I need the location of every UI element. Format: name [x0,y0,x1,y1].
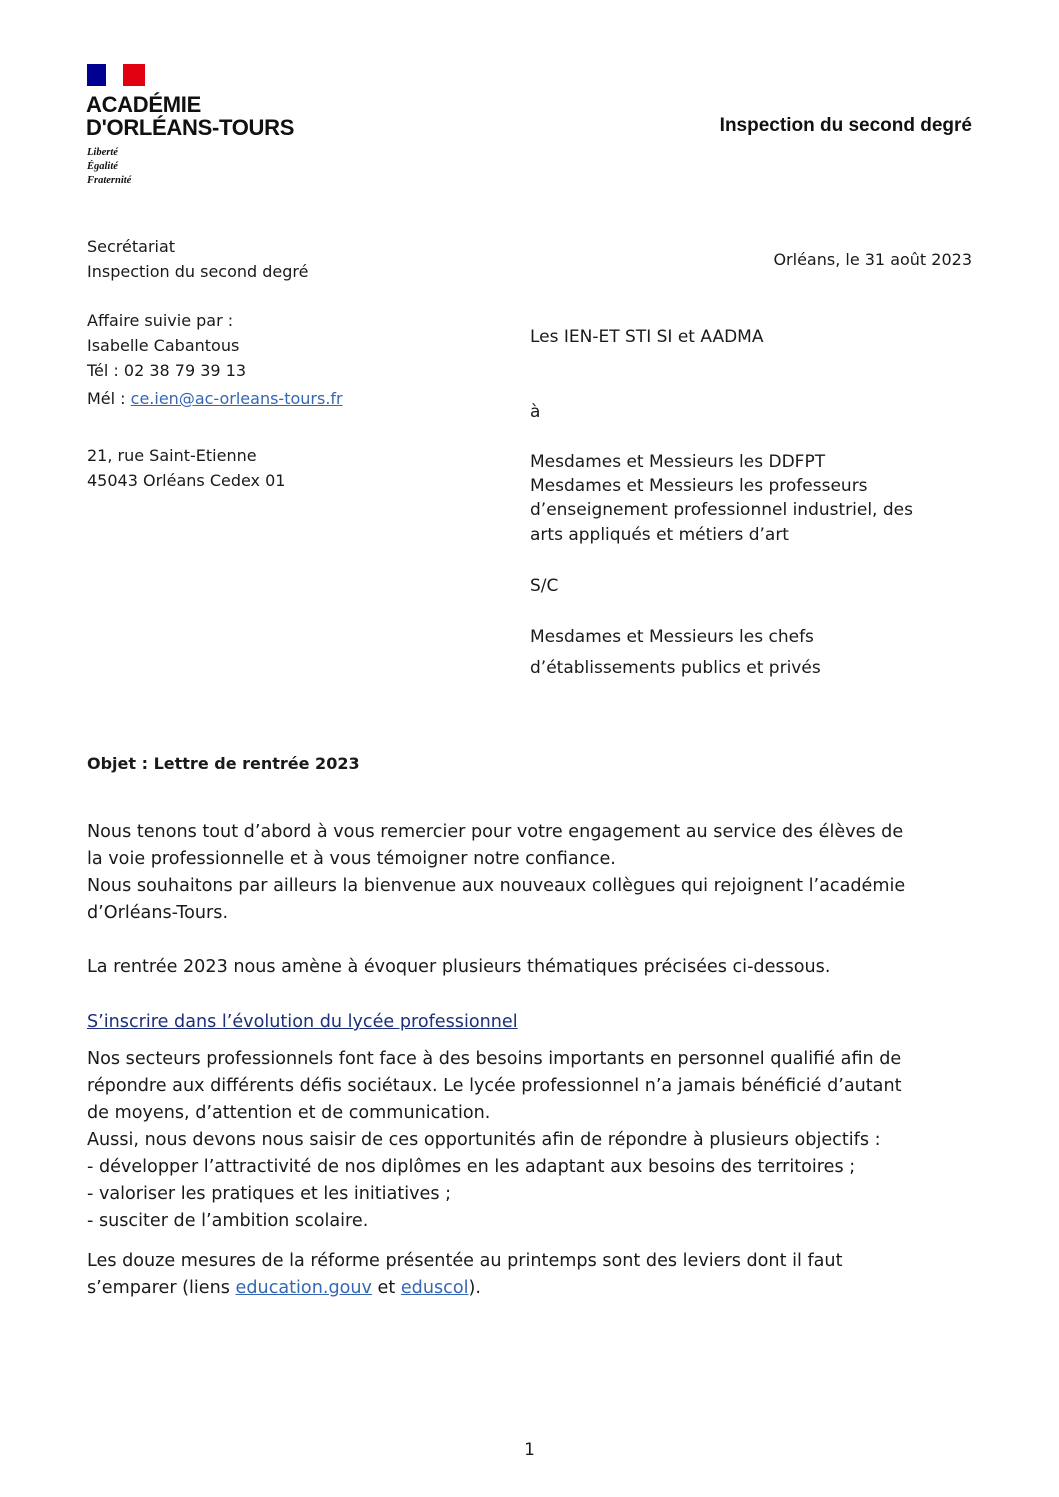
closing-line1: Les douze mesures de la réforme présentée au printemps sont des leviers dont il faut [87,1251,843,1271]
recipient-line: arts appliqués et métiers d’art [530,525,789,545]
section-line: Nos secteurs professionnels font face à des besoins importants en personnel qualifié afin de [87,1049,902,1069]
closing-text-pre: s’emparer (liens [87,1278,236,1298]
flag-white-band [106,64,123,86]
academy-name [86,93,294,139]
marianne-flag-logo [87,64,145,86]
section-line: Aussi, nous devons nous saisir de ces opportunités afin de répondre à plusieurs objectifs : [87,1130,881,1150]
letter-date: Orléans, le 31 août 2023 [773,250,972,269]
closing-line2 [87,1275,481,1302]
intro-line: Nous souhaitons par ailleurs la bienvenue aux nouveaux collègues qui rejoignent l’académie [87,876,906,896]
academy-name-line2: D'ORLÉANS-TOURS [86,115,295,140]
recipient-to-word: à [530,402,541,422]
section-line: de moyens, d’attention et de communication. [87,1103,491,1123]
mail-link[interactable]: ce.ien@ac-orleans-tours.fr [130,389,343,408]
motto-egalite: Égalité [87,161,118,172]
intro-line: d’Orléans-Tours. [87,903,229,923]
page-number: 1 [524,1440,535,1460]
intro-line: Nous tenons tout d’abord à vous remercier pour votre engagement au service des élèves de [87,822,904,842]
contact-phone: Tél : 02 38 79 39 13 [87,361,247,380]
sc-line2: d’établissements publics et privés [530,658,821,678]
letter-object: Objet : Lettre de rentrée 2023 [87,754,360,773]
motto-liberte: Liberté [87,147,118,158]
education-gouv-link[interactable]: education.gouv [235,1278,372,1298]
recipient-from: Les IEN-ET STI SI et AADMA [530,327,764,347]
section-title: S’inscrire dans l’évolution du lycée professionnel [87,1012,518,1032]
motto-fraternite: Fraternité [87,175,132,186]
address-line1: 21, rue Saint-Etienne [87,446,257,465]
sc-label: S/C [530,576,559,596]
republic-motto [87,146,131,188]
eduscol-link[interactable]: eduscol [400,1278,469,1298]
closing-text-mid: et [371,1278,401,1298]
section-line: répondre aux différents défis sociétaux. Le lycée professionnel n’a jamais bénéficié d’autant [87,1076,902,1096]
followed-by-label: Affaire suivie par : [87,311,234,330]
contact-name: Isabelle Cabantous [87,336,240,355]
closing-text-end: ). [468,1278,481,1298]
recipient-line: Mesdames et Messieurs les professeurs [530,476,868,496]
objective-item: - valoriser les pratiques et les initiatives ; [87,1184,452,1204]
recipient-line: Mesdames et Messieurs les DDFPT [530,452,826,472]
objective-item: - susciter de l’ambition scolaire. [87,1211,369,1231]
address-line2: 45043 Orléans Cedex 01 [87,471,286,490]
sender-service-line1: Secrétariat [87,237,176,256]
themes-line: La rentrée 2023 nous amène à évoquer plusieurs thématiques précisées ci-dessous. [87,957,831,977]
contact-mail-line [87,387,343,411]
intro-line: la voie professionnelle et à vous témoigner notre confiance. [87,849,616,869]
mail-label: Mél : [87,389,131,408]
header-service-title: Inspection du second degré [719,115,972,136]
recipient-line: d’enseignement professionnel industriel, des [530,500,913,520]
objective-item: - développer l’attractivité de nos diplômes en les adaptant aux besoins des territoires ; [87,1157,856,1177]
academy-name-line1: ACADÉMIE [86,92,201,117]
sc-line1: Mesdames et Messieurs les chefs [530,627,814,647]
sender-service-line2: Inspection du second degré [87,262,309,281]
flag-red-band [123,64,145,86]
flag-blue-band [87,64,106,86]
